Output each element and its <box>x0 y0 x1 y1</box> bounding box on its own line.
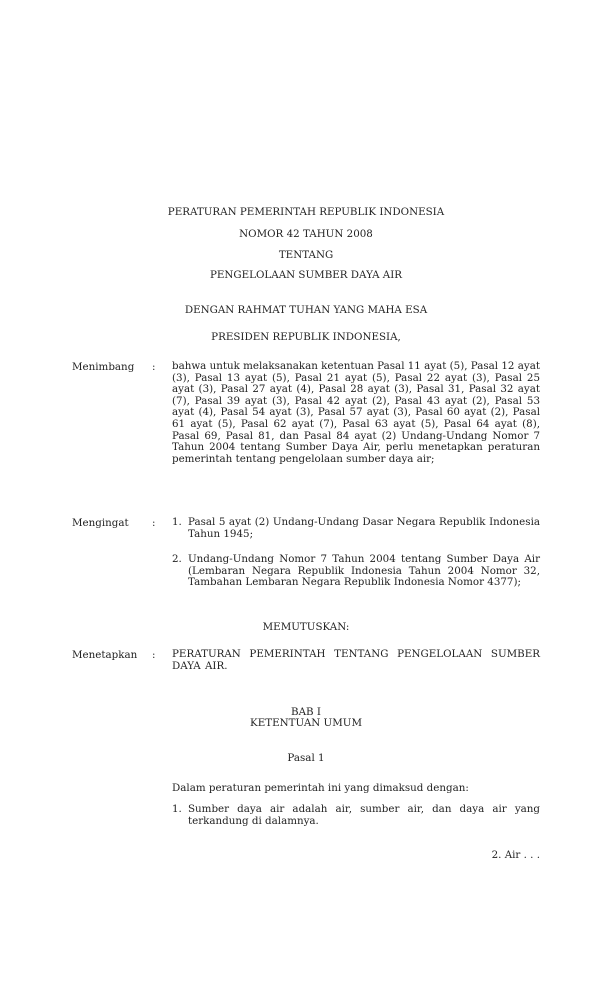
item-number: 2. <box>172 553 182 565</box>
chapter-subtitle: KETENTUAN UMUM <box>250 717 362 729</box>
page-continuation: 2. Air . . . <box>491 849 540 861</box>
menimbang-label: Menimbang <box>72 361 135 373</box>
item-number: 1. <box>172 803 182 815</box>
regulation-subject: PENGELOLAAN SUMBER DAYA AIR <box>209 269 403 281</box>
menimbang-text: bahwa untuk melaksanakan ketentuan Pasal 11 ayat (5), Pasal 12 ayat (3), Pasal 13 ayat (5), Pasal 21 ayat (5), Pasal 22 ayat (3), Pasal 25 ayat (3), Pasal 27 ayat (4), Pasal 28 ayat (3), Pasal 31, Pasal 32 ayat (7), Pasal 39 ayat (3), Pasal 42 ayat (2), Pasal 43 ayat (2), Pasal 53 ayat (4), Pasal 54 ayat (3), Pasal 57 ayat (3), Pasal 60 ayat (2), Pasal 61 ayat (5), Pasal 62 ayat (7), Pasal 63 ayat (5), Pasal 64 ayat (8), Pasal 69, Pasal 81, dan Pasal 84 ayat (2) Undang-Undang Nomor 7 Tahun 2004 tentang Sumber Daya Air, perlu menetapkan peraturan pemerintah tentang pengelolaan sumber daya air; <box>172 360 540 465</box>
president-heading: PRESIDEN REPUBLIK INDONESIA, <box>211 331 401 343</box>
invocation: DENGAN RAHMAT TUHAN YANG MAHA ESA <box>184 304 428 316</box>
mengingat-item <box>172 554 540 589</box>
chapter-title: BAB I <box>291 706 321 718</box>
menetapkan-text: PERATURAN PEMERINTAH TENTANG PENGELOLAAN SUMBER DAYA AIR. <box>172 648 540 672</box>
menimbang-colon: : <box>152 361 156 373</box>
mengingat-label: Mengingat <box>72 517 129 529</box>
regulation-title: PERATURAN PEMERINTAH REPUBLIK INDONESIA <box>167 206 445 218</box>
menetapkan-label: Menetapkan <box>72 649 138 661</box>
item-number: 1. <box>172 516 182 528</box>
article-title: Pasal 1 <box>287 752 325 764</box>
memutuskan-heading: MEMUTUSKAN: <box>262 621 350 633</box>
item-text: Undang-Undang Nomor 7 Tahun 2004 tentang Sumber Daya Air (Lembaran Negara Republik Indonesia Tahun 2004 Nomor 32, Tambahan Lembaran Negara Republik Indonesia Nomor 4377); <box>188 553 540 589</box>
regulation-tentang: TENTANG <box>278 249 334 261</box>
menetapkan-colon: : <box>152 649 156 661</box>
mengingat-item <box>172 517 540 540</box>
item-text: Sumber daya air adalah air, sumber air, dan daya air yang terkandung di dalamnya. <box>188 803 540 827</box>
mengingat-colon: : <box>152 517 156 529</box>
definition-item <box>172 804 540 827</box>
item-text: Pasal 5 ayat (2) Undang-Undang Dasar Negara Republik Indonesia Tahun 1945; <box>188 516 540 540</box>
regulation-number: NOMOR 42 TAHUN 2008 <box>239 228 373 240</box>
article-intro: Dalam peraturan pemerintah ini yang dimaksud dengan: <box>172 782 469 794</box>
